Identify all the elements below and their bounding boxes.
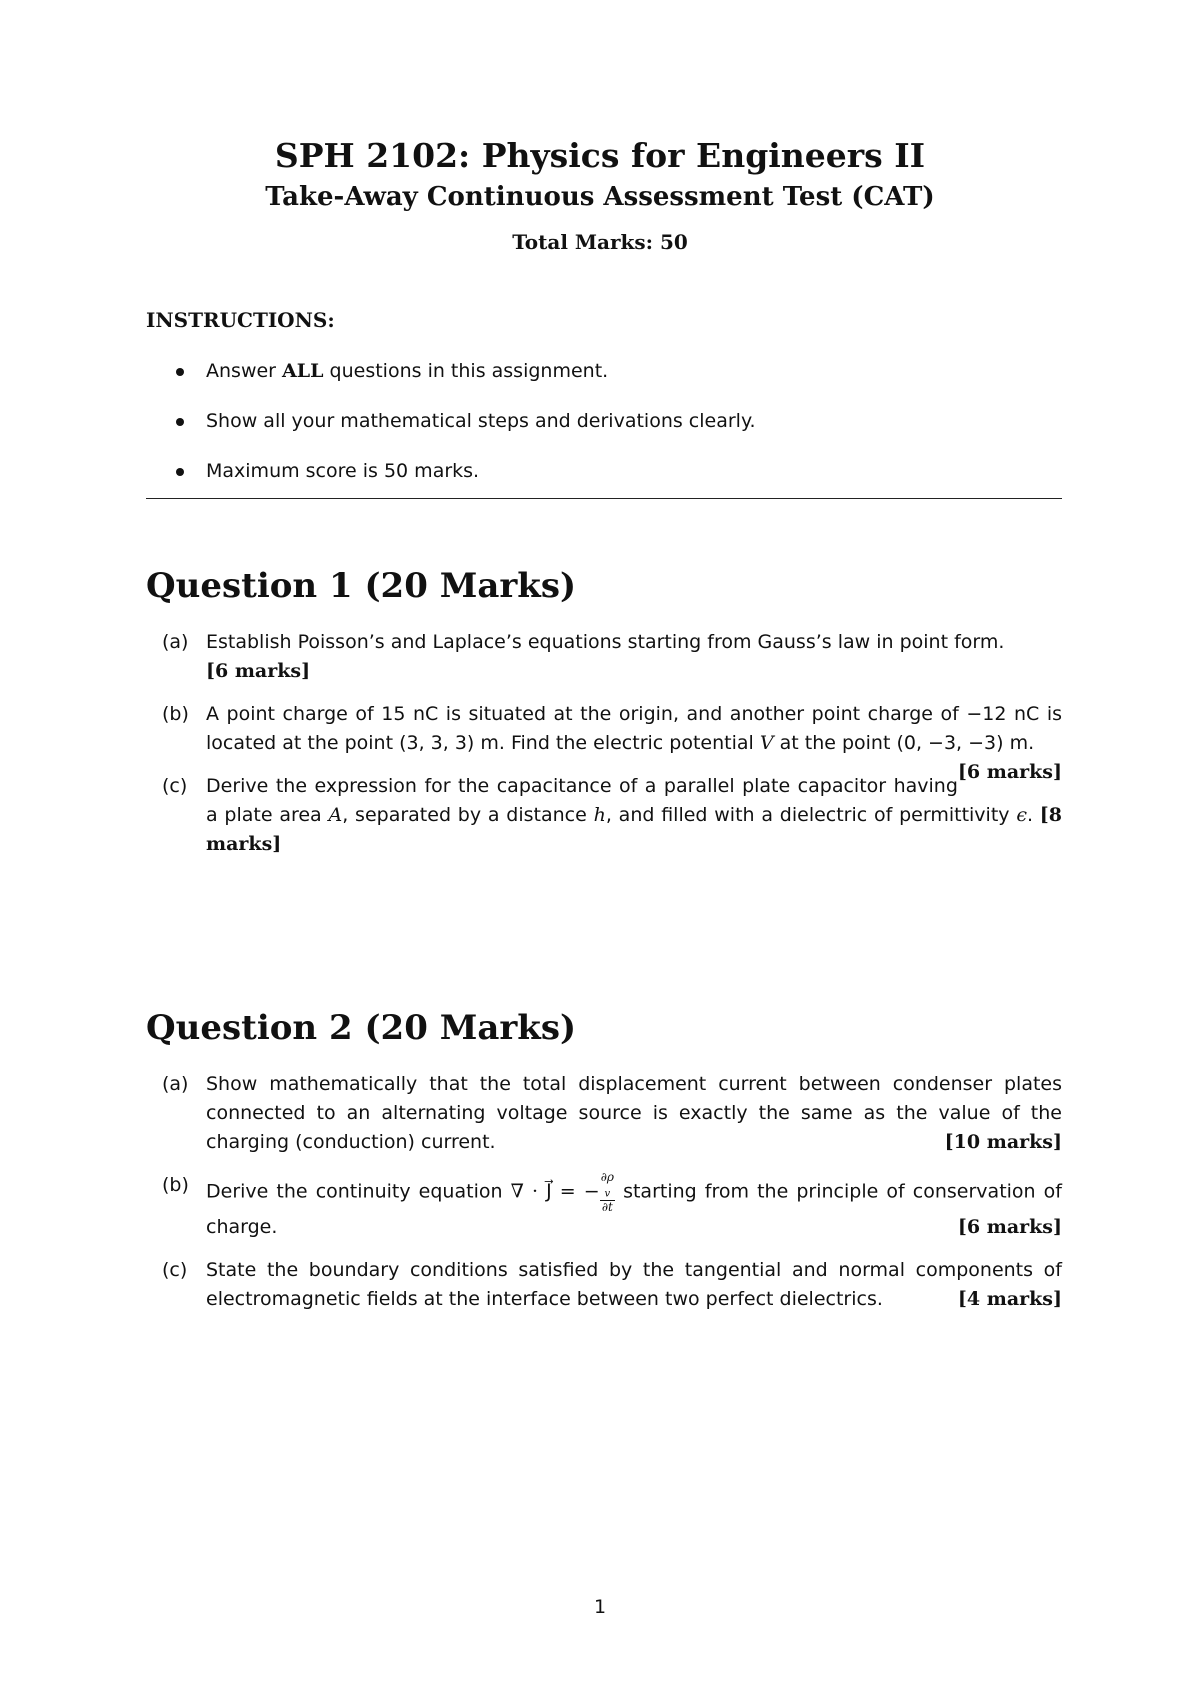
question-2-heading: Question 2 (20 Marks) <box>146 1008 577 1048</box>
question-1b: (b) A point charge of 15 nC is situated at the origin, and another point charge of −12 nC is located at the point (3, 3, 3) m. Find the electric potential V at the point (0, −3, −3) m. [6 marks] <box>146 700 1062 758</box>
continuity-equation: ∇ · J⃗ = − <box>510 1180 600 1203</box>
marks-label: [4 marks] <box>957 1288 1062 1311</box>
instruction-item: Show all your mathematical steps and derivations clearly. <box>180 406 756 456</box>
marks-label: [6 marks] <box>957 761 1062 783</box>
instruction-item: Answer ALL questions in this assignment. <box>180 356 756 406</box>
marks-label: [10 marks] <box>944 1131 1062 1153</box>
bullet-icon <box>176 418 184 426</box>
total-marks: Total Marks: 50 <box>512 230 688 254</box>
marks-label: [6 marks] <box>206 660 311 682</box>
bullet-icon <box>176 368 184 376</box>
document-title: SPH 2102: Physics for Engineers II <box>274 136 926 175</box>
fraction: ∂ρ $_v$ ∂t <box>600 1170 614 1215</box>
instruction-item: Maximum score is 50 marks. <box>180 456 756 506</box>
question-2b: (b) Derive the continuity equation ∇ · J⃗ = − ∂ρ $_v$ ∂t starting from the principle of conservation of charge. [6 marks] <box>146 1171 1062 1242</box>
bullet-icon <box>176 468 184 476</box>
question-1c: (c) Derive the expression for the capacitance of a parallel plate capacitor having a plate area A, separated by a distance h, and filled with a dielectric of permittivity ϵ. [8 marks] <box>162 775 1063 855</box>
question-1-parts <box>146 628 1062 873</box>
marks-label: [6 marks] <box>957 1216 1062 1239</box>
question-1-heading: Question 1 (20 Marks) <box>146 566 577 606</box>
question-2c: (c) State the boundary conditions satisfied by the tangential and normal components of electromagnetic fields at the interface between two perfect dielectrics. [4 marks] <box>146 1256 1062 1314</box>
question-2a: (a) Show mathematically that the total displacement current between condenser plates connected to an alternating voltage source is exactly the same as the value of the charging (conduction) current. [10 marks] <box>146 1070 1062 1157</box>
instructions-heading: INSTRUCTIONS: <box>146 308 335 332</box>
section-divider <box>146 498 1062 499</box>
page-number: 1 <box>593 1596 607 1618</box>
marks-label: [8 marks] <box>206 804 1063 855</box>
question-2-parts <box>146 1070 1062 1328</box>
document-subtitle: Take-Away Continuous Assessment Test (CAT) <box>265 182 935 212</box>
instructions-list <box>180 356 756 506</box>
question-1a: (a) Establish Poisson’s and Laplace’s equations starting from Gauss’s law in point form. [6 marks] <box>162 631 1005 682</box>
